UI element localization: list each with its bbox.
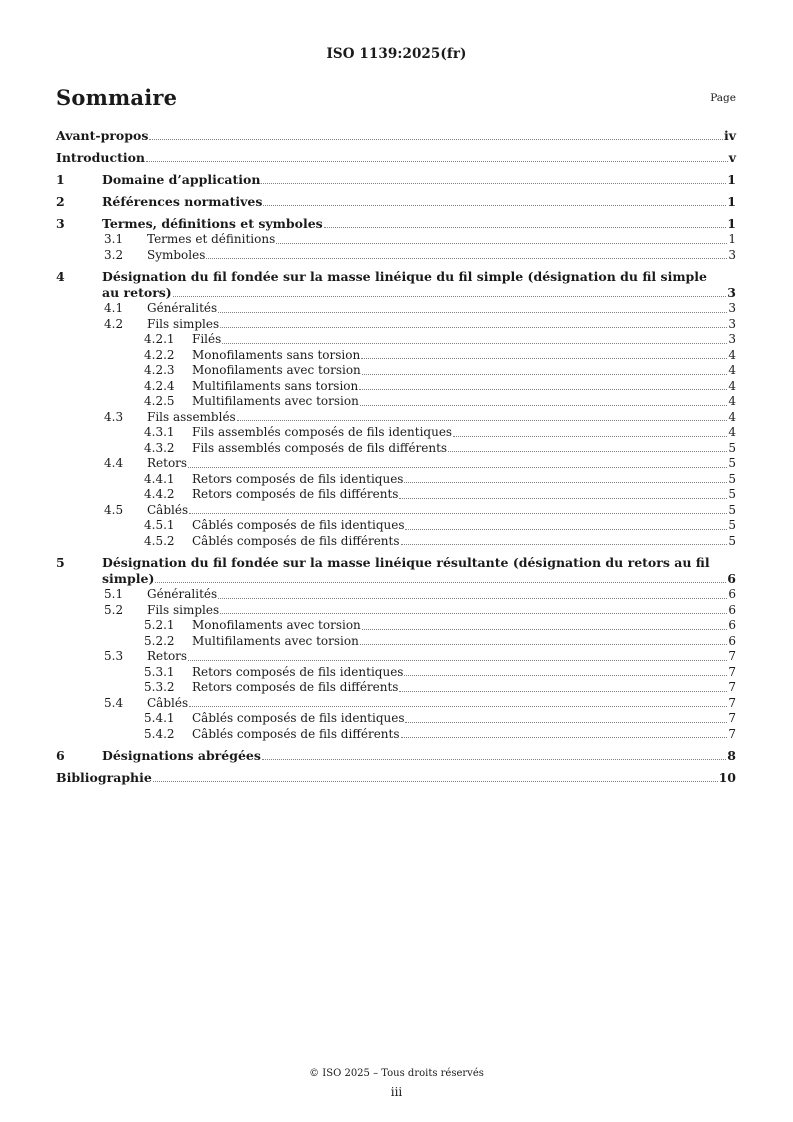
toc-entry-title: Bibliographie [56,770,152,785]
toc-entry-page: 6 [727,571,736,586]
toc-entry-title: Retors composés de fils identiques [192,664,404,679]
dot-leader [405,529,727,530]
toc-entry-title-continued [56,571,736,587]
toc-entry-title: Multifilaments avec torsion [192,633,359,648]
dot-leader [262,759,726,760]
dot-leader [399,691,727,692]
toc-entry-title: Câblés composés de fils identiques [192,518,405,532]
toc-entry-title: Désignation du fil fondée sur la masse linéique résultante (désignation du retors au fil [102,555,710,570]
toc-entry-page: 5 [728,502,736,517]
toc-entry[interactable] [56,248,736,264]
toc-entry-page: iv [723,128,736,143]
toc-entry[interactable] [56,216,736,232]
toc-entry-title: Symboles [147,247,206,262]
toc-entry-number: 4.3.2 [144,440,175,455]
toc-entry[interactable] [56,518,736,534]
toc-entry-title: Fils assemblés [147,409,236,424]
toc-entry-number: 4.5.1 [144,518,175,532]
dot-leader [362,629,728,630]
toc-entry[interactable] [56,649,736,665]
toc-entry-number: 3 [56,216,65,231]
toc-entry-title: Câblés composés de fils différents [192,533,400,548]
toc-entry-page: 4 [728,378,736,393]
toc-entry-number: 4.5.2 [144,533,175,548]
toc-entry-title-wrap [56,456,728,472]
toc-entry-page: 5 [728,440,736,455]
toc-entry-page: v [728,150,736,165]
toc-entry-number: 5 [56,555,65,570]
toc-entry-number: 4.2.2 [144,347,175,362]
toc-entry-title-continued [56,285,736,301]
dot-leader [448,451,727,452]
dot-leader [237,420,728,421]
toc-entry[interactable] [56,317,736,333]
toc-entry-page: 6 [728,633,736,648]
toc-entry-title: Monofilaments avec torsion [192,618,361,632]
dot-leader [153,781,718,782]
dot-leader [404,482,727,483]
toc-entry-number: 5.4.2 [144,726,175,741]
dot-leader [401,737,728,738]
toc-entry-title-wrap [56,194,727,210]
toc-entry[interactable] [56,394,736,410]
dot-leader [360,644,728,645]
toc-entry-title-wrap [56,150,729,166]
toc-entry[interactable] [56,128,736,144]
toc-entry-number: 5.2.2 [144,633,175,648]
copyright-footer: © ISO 2025 – Tous droits réservés [309,1068,484,1079]
toc-entry[interactable] [56,503,736,519]
toc-entry-page: 7 [728,664,736,679]
dot-leader [453,436,727,437]
toc-entry[interactable] [56,487,736,503]
toc-entry-title-wrap [56,603,728,619]
toc-entry-title: Désignations abrégées [102,748,261,763]
toc-entry[interactable] [56,232,736,248]
toc-entry-title-wrap [56,770,719,786]
toc-entry-page: 3 [727,285,736,300]
toc-entry-number: 4.4.2 [144,487,175,501]
toc-entry-page: 5 [728,487,736,501]
toc-entry-number: 5.4.1 [144,711,175,725]
toc-entry-title-wrap [56,128,724,144]
toc-entry-title-wrap [56,317,728,333]
page-column-label: Page [710,92,736,104]
toc-entry[interactable] [56,770,736,786]
toc-entry-page: 6 [728,602,736,617]
dot-leader [222,343,727,344]
toc-entry-title: Introduction [56,150,146,165]
toc-entry-page: 7 [728,649,736,663]
toc-entry-page: 7 [728,726,736,741]
toc-entry[interactable] [56,748,736,764]
toc-entry-page: 1 [727,194,736,209]
toc-title: Sommaire [56,85,178,110]
dot-leader [188,467,727,468]
toc-entry[interactable] [56,680,736,696]
toc-entry-page: 5 [728,471,736,486]
toc-entry-number: 5.3.1 [144,664,175,679]
toc-entry[interactable] [56,727,736,743]
toc-entry-number: 4.4.1 [144,471,175,486]
toc-entry-title-wrap [56,410,728,426]
toc-entry-page: 3 [728,316,736,331]
toc-entry-page: 7 [728,711,736,725]
toc-entry-title: Retors [147,456,188,470]
dot-leader [189,706,727,707]
dot-leader [261,183,726,184]
toc-entry-title-wrap [56,172,727,188]
toc-entry-page: 6 [728,618,736,632]
toc-entry-title: Retors [147,649,188,663]
toc-entry-title: Avant-propos [56,128,149,143]
toc-entry[interactable] [56,379,736,395]
toc-entry-page: 4 [728,363,736,377]
toc-entry-number: 5.1 [104,587,124,601]
toc-entry-number: 3.2 [104,247,124,262]
toc-entry[interactable] [56,194,736,210]
toc-entry-title-line2: simple) [102,571,155,586]
toc-entry[interactable] [56,441,736,457]
toc-entry[interactable] [56,301,736,317]
toc-entry-title: Fils assemblés composés de fils différents [192,440,448,455]
toc-entry-title: Retors composés de fils différents [192,680,399,694]
toc-entry[interactable] [56,363,736,379]
toc-entry[interactable] [56,410,736,426]
toc-entry[interactable] [56,269,736,301]
toc-entry[interactable] [56,534,736,550]
dot-leader [189,513,727,514]
toc-entry-page: 10 [718,770,736,785]
toc-entry-title: Retors composés de fils identiques [192,471,404,486]
toc-entry-title: Câblés composés de fils différents [192,726,400,741]
toc-entry-number: 2 [56,194,65,209]
dot-leader [401,544,728,545]
dot-leader [405,722,727,723]
page-number: iii [390,1085,403,1099]
toc-entry[interactable] [56,150,736,166]
toc-entry-number: 4.4 [104,456,124,470]
toc-entry-title: Termes et définitions [147,232,276,246]
toc-entry[interactable] [56,711,736,727]
toc-entry-number: 4.2.5 [144,394,175,408]
toc-entry-title-wrap [56,301,728,317]
dot-leader [362,374,728,375]
toc-entry-number: 4.2 [104,316,124,331]
toc-entry[interactable] [56,587,736,603]
toc-entry-number: 4 [56,269,65,284]
toc-entry-page: 4 [728,347,736,362]
dot-leader [324,227,727,228]
toc-entry-page: 8 [727,748,736,763]
toc-entry-number: 4.2.3 [144,363,175,377]
toc-entry-number: 5.2.1 [144,618,175,632]
toc-entry-page: 4 [728,409,736,424]
dot-leader [173,296,727,297]
toc-entry-number: 5.4 [104,695,124,710]
toc-entry[interactable] [56,634,736,650]
toc-entry-number: 4.2.4 [144,378,175,393]
toc-entry-page: 5 [728,456,736,470]
toc-entry-page: 3 [728,301,736,315]
dot-leader [360,405,728,406]
toc-entry-title: Retors composés de fils différents [192,487,399,501]
toc-entry-page: 1 [727,172,736,187]
toc-entry[interactable] [56,696,736,712]
toc-entry[interactable] [56,348,736,364]
dot-leader [146,161,728,162]
toc-entry-title-wrap [56,696,728,712]
dot-leader [188,660,727,661]
dot-leader [263,205,726,206]
toc-entry-page: 7 [728,695,736,710]
toc-entry-title: Termes, définitions et symboles [102,216,323,231]
dot-leader [359,389,727,390]
toc-entry[interactable] [56,425,736,441]
toc-entry-title: Fils simples [147,602,220,617]
dot-leader [404,675,727,676]
toc-entry[interactable] [56,332,736,348]
toc-entry-title: Câblés [147,695,189,710]
toc-entry[interactable] [56,618,736,634]
toc-entry-page: 3 [728,332,736,346]
toc-entry-number: 5.2 [104,602,124,617]
toc-entry-title-wrap [56,748,727,764]
toc-entry-title: Fils simples [147,316,220,331]
dot-leader [361,358,727,359]
toc-entry[interactable] [56,472,736,488]
toc-entry-number: 4.3 [104,409,124,424]
toc-entry-title: Monofilaments sans torsion [192,347,361,362]
toc-entry-title-line2: au retors) [102,285,172,300]
toc-entry[interactable] [56,555,736,587]
toc-entry-page: 5 [728,518,736,532]
dot-leader [218,598,727,599]
toc-entry-title: Filés [192,332,222,346]
toc-entry-title: Fils assemblés composés de fils identiques [192,425,453,439]
toc-entry-title-wrap [56,503,728,519]
dot-leader [155,582,726,583]
toc-entry-title-wrap [56,216,727,232]
dot-leader [220,327,727,328]
toc-entry-title-wrap [56,232,728,248]
dot-leader [218,312,727,313]
toc-entry-number: 3.1 [104,232,124,246]
toc-entry[interactable] [56,603,736,619]
table-of-contents [56,128,736,786]
toc-entry-page: 4 [728,394,736,408]
dot-leader [276,243,727,244]
toc-entry-page: 3 [728,247,736,262]
toc-entry-page: 1 [728,232,736,246]
dot-leader [399,498,727,499]
toc-entry-page: 7 [728,680,736,694]
toc-entry-number: 5.3.2 [144,680,175,694]
toc-entry-number: 6 [56,748,65,763]
toc-entry-number: 1 [56,172,65,187]
toc-entry-page: 5 [728,533,736,548]
dot-leader [206,258,727,259]
toc-entry-title: Références normatives [102,194,263,209]
toc-entry-title: Câblés composés de fils identiques [192,711,405,725]
toc-entry-title: Câblés [147,502,189,517]
toc-entry-title: Multifilaments avec torsion [192,394,359,408]
toc-entry-title: Généralités [147,587,218,601]
toc-entry-title: Multifilaments sans torsion [192,378,359,393]
toc-entry[interactable] [56,456,736,472]
toc-entry[interactable] [56,172,736,188]
toc-entry-number: 5.3 [104,649,124,663]
toc-entry-number: 4.5 [104,502,124,517]
toc-entry-title: Généralités [147,301,218,315]
toc-entry[interactable] [56,665,736,681]
dot-leader [220,613,727,614]
dot-leader [149,139,723,140]
toc-entry-number: 4.2.1 [144,332,175,346]
toc-entry-title: Monofilaments avec torsion [192,363,361,377]
toc-entry-page: 1 [727,216,736,231]
document-id-header: ISO 1139:2025(fr) [326,46,467,62]
toc-entry-number: 4.3.1 [144,425,175,439]
toc-entry-title: Domaine d’application [102,172,261,187]
toc-entry-page: 6 [728,587,736,601]
toc-entry-title: Désignation du fil fondée sur la masse linéique du fil simple (désignation du fil simple [102,269,707,284]
toc-entry-page: 4 [728,425,736,439]
toc-entry-title-wrap [56,587,728,603]
toc-entry-number: 4.1 [104,301,124,315]
toc-entry-title-wrap [56,649,728,665]
toc-entry-title-wrap [56,248,728,264]
